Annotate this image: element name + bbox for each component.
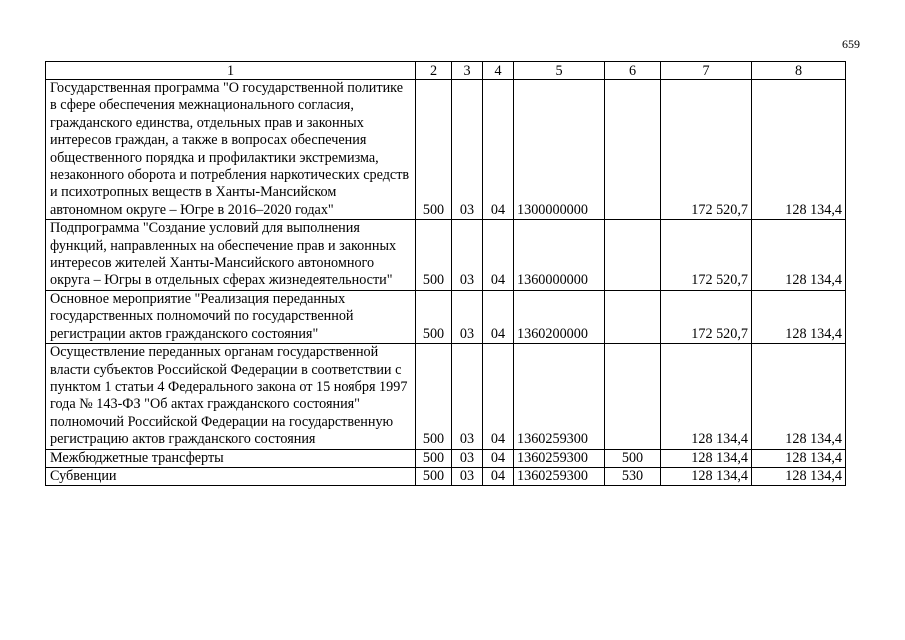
cell-col5: 1360259300 <box>514 449 605 467</box>
cell-col6 <box>605 290 661 343</box>
cell-col6: 500 <box>605 449 661 467</box>
cell-col5: 1360000000 <box>514 220 605 291</box>
cell-col3: 03 <box>452 220 483 291</box>
cell-col8: 128 134,4 <box>752 467 846 485</box>
cell-col6: 530 <box>605 467 661 485</box>
cell-col6 <box>605 344 661 449</box>
cell-col5: 1360259300 <box>514 467 605 485</box>
cell-col8: 128 134,4 <box>752 290 846 343</box>
cell-col8: 128 134,4 <box>752 344 846 449</box>
row-name: Субвенции <box>46 467 416 485</box>
cell-col8: 128 134,4 <box>752 80 846 220</box>
cell-col4: 04 <box>483 344 514 449</box>
cell-col7: 128 134,4 <box>661 449 752 467</box>
table-row <box>46 80 846 220</box>
table-row <box>46 449 846 467</box>
cell-col7: 128 134,4 <box>661 344 752 449</box>
column-header: 4 <box>483 62 514 80</box>
row-name: Подпрограмма "Создание условий для выполнения функций, направленных на обеспечение прав и законных интересов жителей Ханты-Мансийского автономного округа – Югры в отдельных сферах жизнедеятельности" <box>46 220 416 291</box>
cell-col2: 500 <box>416 80 452 220</box>
budget-table <box>45 61 846 486</box>
cell-col7: 172 520,7 <box>661 290 752 343</box>
cell-col4: 04 <box>483 80 514 220</box>
column-header: 6 <box>605 62 661 80</box>
cell-col2: 500 <box>416 290 452 343</box>
column-header: 5 <box>514 62 605 80</box>
cell-col7: 172 520,7 <box>661 220 752 291</box>
cell-col2: 500 <box>416 449 452 467</box>
cell-col6 <box>605 220 661 291</box>
table-row <box>46 344 846 449</box>
cell-col7: 172 520,7 <box>661 80 752 220</box>
cell-col2: 500 <box>416 220 452 291</box>
cell-col4: 04 <box>483 220 514 291</box>
page-number: 659 <box>842 37 860 51</box>
cell-col6 <box>605 80 661 220</box>
column-header: 1 <box>46 62 416 80</box>
row-name: Осуществление переданных органам государственной власти субъектов Российской Федерации в соответствии с пунктом 1 статьи 4 Федерального закона от 15 ноября 1997 года № 143-ФЗ "Об актах гражданского состояния" полномочий Российской Федерации на государственную регистрацию актов гражданского состояния <box>46 344 416 449</box>
column-header: 2 <box>416 62 452 80</box>
header-row <box>46 62 846 80</box>
row-name: Государственная программа "О государственной политике в сфере обеспечения межнационального согласия, гражданского единства, отдельных прав и законных интересов граждан, а также в вопросах обеспечения общественного порядка и профилактики экстремизма, незаконного оборота и потребления наркотических средств и психотропных веществ в Ханты-Мансийском автономном округе – Югре в 2016–2020 годах" <box>46 80 416 220</box>
table-row <box>46 290 846 343</box>
column-header: 8 <box>752 62 846 80</box>
row-name: Основное мероприятие "Реализация переданных государственных полномочий по государственной регистрации актов гражданского состояния" <box>46 290 416 343</box>
cell-col7: 128 134,4 <box>661 467 752 485</box>
cell-col3: 03 <box>452 467 483 485</box>
cell-col4: 04 <box>483 449 514 467</box>
column-header: 7 <box>661 62 752 80</box>
cell-col2: 500 <box>416 344 452 449</box>
cell-col5: 1360200000 <box>514 290 605 343</box>
table-row <box>46 220 846 291</box>
cell-col3: 03 <box>452 344 483 449</box>
cell-col4: 04 <box>483 467 514 485</box>
cell-col3: 03 <box>452 449 483 467</box>
row-name: Межбюджетные трансферты <box>46 449 416 467</box>
column-header: 3 <box>452 62 483 80</box>
cell-col2: 500 <box>416 467 452 485</box>
cell-col3: 03 <box>452 290 483 343</box>
table-row <box>46 467 846 485</box>
cell-col5: 1360259300 <box>514 344 605 449</box>
cell-col5: 1300000000 <box>514 80 605 220</box>
cell-col4: 04 <box>483 290 514 343</box>
cell-col8: 128 134,4 <box>752 220 846 291</box>
cell-col8: 128 134,4 <box>752 449 846 467</box>
cell-col3: 03 <box>452 80 483 220</box>
